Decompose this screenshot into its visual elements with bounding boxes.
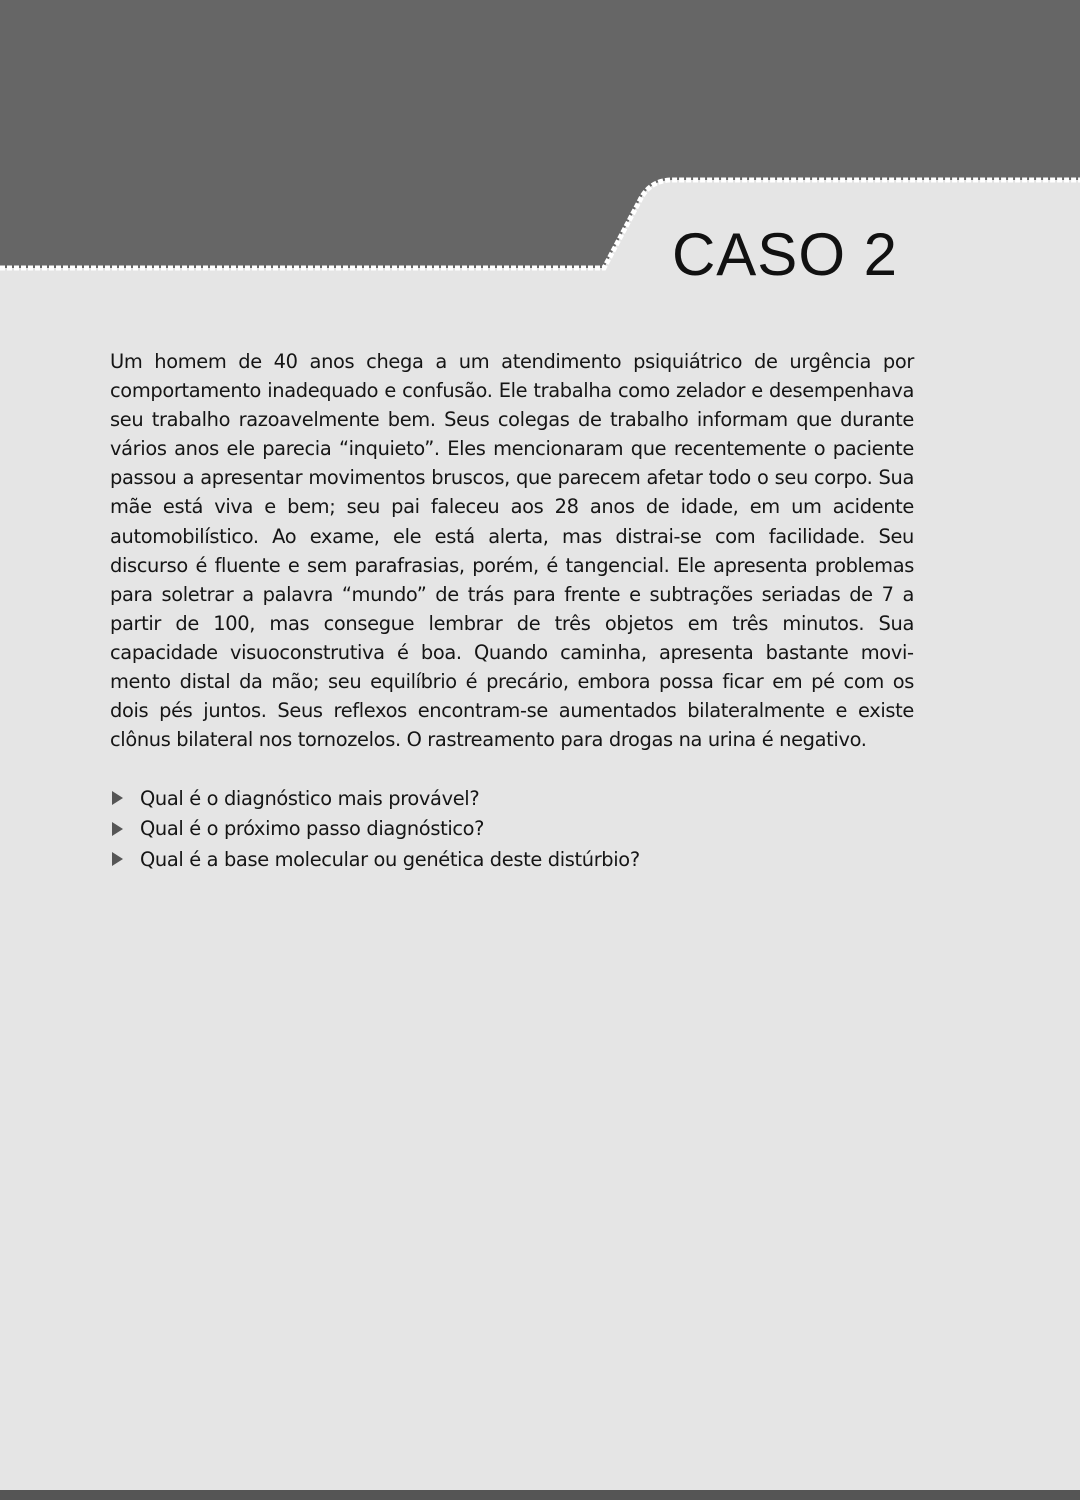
triangle-bullet-icon: [112, 852, 123, 866]
question-text: Qual é o próximo passo diagnóstico?: [140, 817, 485, 841]
triangle-bullet-icon: [112, 791, 123, 805]
question-item: [110, 844, 914, 875]
bottom-bar: [0, 1490, 1080, 1500]
triangle-bullet-icon: [112, 822, 123, 836]
case-description: Um homem de 40 anos chega a um atendimento psiquiátrico de urgência por comportamento inadequado e confusão. Ele trabalha como zelador e desempenhava seu trabalho razoavelmente bem. Seus colegas de trabalho informam que durante vários anos ele parecia “inquieto”. Eles mencionaram que recentemente o paciente passou a apresentar movimentos bruscos, que parecem afetar todo o seu corpo. Sua mãe está viva e bem; seu pai faleceu aos 28 anos de idade, em um acidente automobilístico. Ao exame, ele está alerta, mas distrai-se com facilidade. Seu discurso é fluente e sem parafrasias, porém, é tangencial. Ele apresenta problemas para soletrar a palavra “mundo” de trás para frente e subtrações seriadas de 7 a partir de 100, mas consegue lembrar de três objetos em três minutos. Sua capacidade visuoconstrutiva é boa. Quando caminha, apresenta bastante movimento distal da mão; seu equilíbrio é precário, embora possa ficar em pé com os dois pés juntos. Seus reflexos encontram-se aumentados bilateralmente e existe clônus bilateral nos tornozelos. O rastreamento para drogas na urina é negativo.: [110, 350, 914, 752]
question-text: Qual é o diagnóstico mais provável?: [140, 786, 480, 810]
question-item: [110, 783, 914, 814]
question-list: [110, 783, 914, 875]
question-text: Qual é a base molecular ou genética deste distúrbio?: [140, 847, 640, 871]
question-item: [110, 814, 914, 845]
case-title: CASO 2: [671, 221, 899, 288]
